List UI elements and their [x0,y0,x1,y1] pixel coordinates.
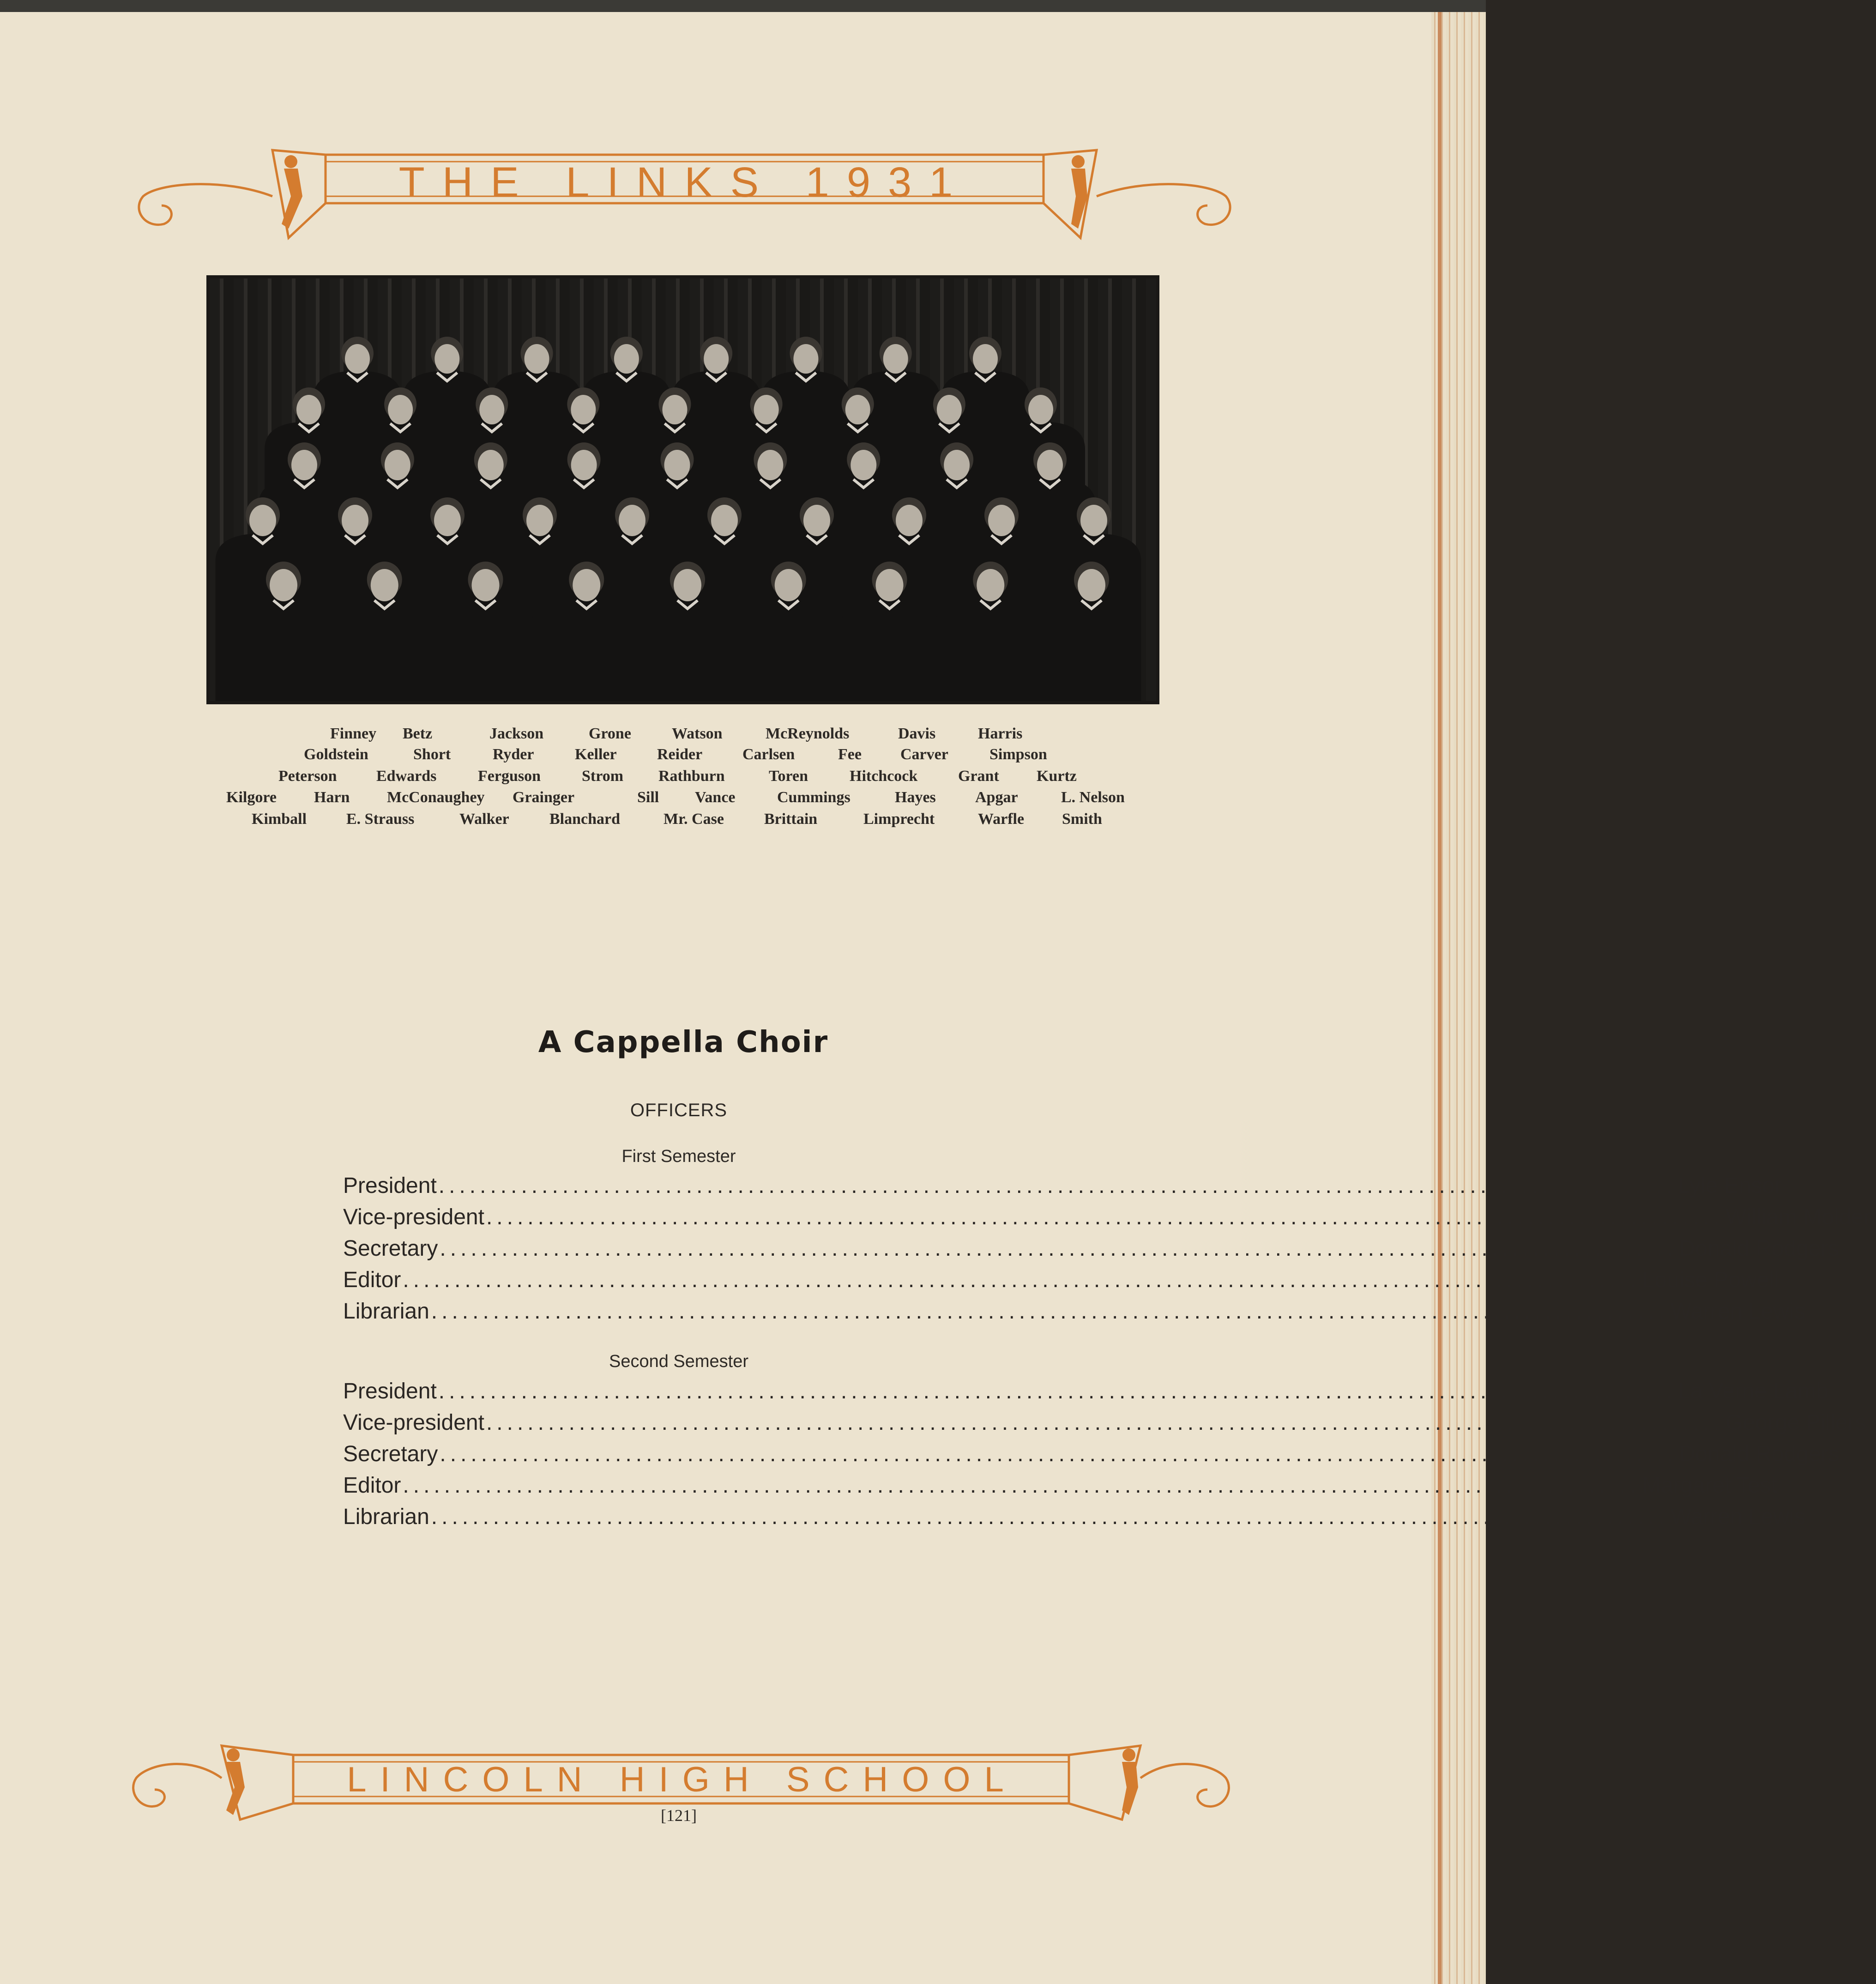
caption-name: Blanchard [549,811,621,828]
choir-member-face [775,569,802,601]
choir-member-face [345,344,370,374]
choir-member-face [803,505,830,536]
officer-name: Donald Rodgers [1679,1442,1840,1466]
choir-member-face [754,395,779,424]
choir-member-face [472,569,500,601]
leader-dots: ........................................................................................................................ [403,1268,1641,1292]
choir-member-face [434,505,461,536]
choir-member-face [704,344,729,374]
leader-dots: ........................................................................................................................ [440,1236,1677,1261]
caption-name: L. Nelson [1061,789,1125,806]
caption-name: Apgar [975,789,1018,806]
officer-row [343,1267,1779,1296]
officer-role: Editor [343,1268,401,1292]
choir-member-face [291,450,317,480]
caption-name: Kilgore [226,789,277,806]
officer-name: Warren Lewis [1671,1299,1805,1324]
caption-name: Grainger [513,789,575,806]
choir-member-face [663,395,688,424]
officer-name: La Verne Lamb [1678,1379,1828,1403]
caption-name: Peterson [278,768,337,785]
choir-member-face [883,344,908,374]
officer-role: Librarian [343,1505,429,1529]
leader-dots: ........................................................................................................................ [486,1205,1724,1229]
caption-name: Cummings [777,789,851,806]
caption-name: Hayes [895,789,936,806]
officer-name: Lyle Ensor [1678,1173,1782,1198]
choir-member-face [896,505,923,536]
officer-role: Vice-president [343,1410,484,1435]
caption-name: McReynolds [766,725,850,742]
caption-name: Smith [1062,811,1102,828]
caption-name: Edwards [376,768,437,785]
choir-member-face [977,569,1004,601]
caption-name: Vance [695,789,736,806]
caption-name: Watson [672,725,723,742]
caption-name: Goldstein [304,746,368,763]
choir-member-face [526,505,553,536]
choir-member-face [388,395,413,424]
choir-member-face [479,395,504,424]
caption-name: Short [413,746,451,763]
officer-row [343,1473,1778,1501]
caption-name: E. Strauss [346,811,415,828]
choir-member-robe [1043,599,1140,701]
caption-name: Kimball [252,811,307,828]
caption-name: Brittain [764,811,818,828]
leader-dots: ........................................................................................................................ [438,1173,1677,1198]
officer-role: Librarian [343,1299,429,1324]
choir-member-robe [841,599,938,701]
book-binding [0,0,1486,12]
caption-name: Betz [403,725,433,742]
caption-name: Kurtz [1037,768,1077,785]
choir-member-robe [942,599,1039,701]
choir-member-robe [336,599,433,701]
caption-name: Finney [330,725,377,742]
officers-heading: OFFICERS [630,1100,728,1120]
officer-role: Vice-president [343,1205,484,1229]
choir-member-face [571,450,597,480]
caption-name: Carver [900,746,948,763]
choir-member-face [793,344,818,374]
officer-name: Warren Lewis [1671,1505,1805,1529]
choir-member-face [385,450,410,480]
choir-member-face [674,569,701,601]
caption-name: Davis [898,725,936,742]
caption-name: Mr. Case [664,811,724,828]
caption-name: Ryder [493,746,534,763]
caption-name: Reider [657,746,703,763]
choir-member-robe [235,599,332,701]
caption-name: Rathburn [658,768,725,785]
choir-member-face [296,395,321,424]
choir-member-robe [639,599,736,701]
page-number: [121] [661,1806,697,1825]
choir-member-face [988,505,1015,536]
caption-name: Keller [575,746,617,763]
choir-member-face [1080,505,1107,536]
caption-name: Toren [769,768,808,785]
caption-name: Harn [314,789,350,806]
caption-name: Limprecht [863,811,935,828]
leader-dots: ........................................................................................................................ [403,1473,1641,1498]
officer-role: Secretary [343,1442,438,1466]
officer-row [343,1410,1866,1439]
caption-name: Carlsen [742,746,795,763]
caption-name: Fee [838,746,862,763]
officer-role: Secretary [343,1236,438,1261]
semester-heading: Second Semester [609,1352,749,1371]
choir-member-robe [740,599,837,701]
officer-name: Donald Rodgers [1679,1236,1840,1261]
choir-member-face [434,344,459,374]
officer-name: Margaret Test [1642,1473,1778,1498]
page-title: A Cappella Choir [538,1025,829,1059]
officer-row [343,1379,1828,1407]
leader-dots: ........................................................................................................................ [431,1299,1669,1324]
choir-member-face [371,569,398,601]
caption-name: McConaughey [387,789,485,806]
leader-dots: ........................................................................................................................ [440,1442,1677,1466]
caption-name: Harris [978,725,1023,742]
choir-member-face [944,450,970,480]
choir-member-face [478,450,504,480]
choir-member-face [1028,395,1053,424]
officer-row [343,1236,1840,1264]
caption-name: Warfle [978,811,1025,828]
caption-name: Hitchcock [850,768,918,785]
page-edge-rule [1438,12,1442,1984]
header-banner [132,141,1237,252]
choir-member-face [845,395,870,424]
officer-name: William Molden [1725,1205,1876,1229]
caption-name: Simpson [989,746,1047,763]
choir-member-face [619,505,645,536]
choir-member-face [973,344,998,374]
officer-role: President [343,1173,437,1198]
officer-row [343,1504,1805,1533]
choir-member-face [937,395,962,424]
choir-member-face [664,450,690,480]
caption-name: Jackson [489,725,544,742]
officer-role: Editor [343,1473,401,1498]
group-photo-image [210,278,1156,701]
choir-member-face [249,505,276,536]
choir-member-face [876,569,904,601]
choir-member-face [757,450,783,480]
choir-member-robe [538,599,635,701]
leader-dots: ........................................................................................................................ [486,1410,1724,1435]
choir-member-face [342,505,368,536]
choir-member-face [571,395,596,424]
leader-dots: ........................................................................................................................ [438,1379,1677,1403]
choir-member-face [525,344,549,374]
officer-row [343,1441,1840,1470]
leader-dots: ........................................................................................................................ [431,1505,1669,1529]
header-banner-text: THE LINKS 1931 [398,159,971,206]
choir-member-robe [437,599,534,701]
choir-member-face [711,505,738,536]
semester-heading: First Semester [621,1147,736,1166]
caption-name: Ferguson [478,768,541,785]
footer-banner-text: LINCOLN HIGH SCHOOL [347,1760,1018,1799]
choir-member-face [1078,569,1105,601]
officer-row [343,1299,1805,1327]
caption-name: Grant [958,768,999,785]
caption-name: Walker [459,811,509,828]
officer-row [343,1173,1782,1202]
choir-member-face [614,344,639,374]
caption-name: Sill [637,789,659,806]
choir-member-face [270,569,297,601]
officer-role: President [343,1379,437,1403]
caption-name: Strom [582,768,624,785]
officer-name: Louise Powell [1642,1268,1779,1292]
caption-name: Grone [589,725,631,742]
officer-row [343,1204,1876,1233]
officer-name: George Pillers [1725,1410,1866,1435]
group-photo [206,275,1159,704]
choir-member-face [851,450,876,480]
choir-member-face [1037,450,1063,480]
choir-member-face [573,569,600,601]
